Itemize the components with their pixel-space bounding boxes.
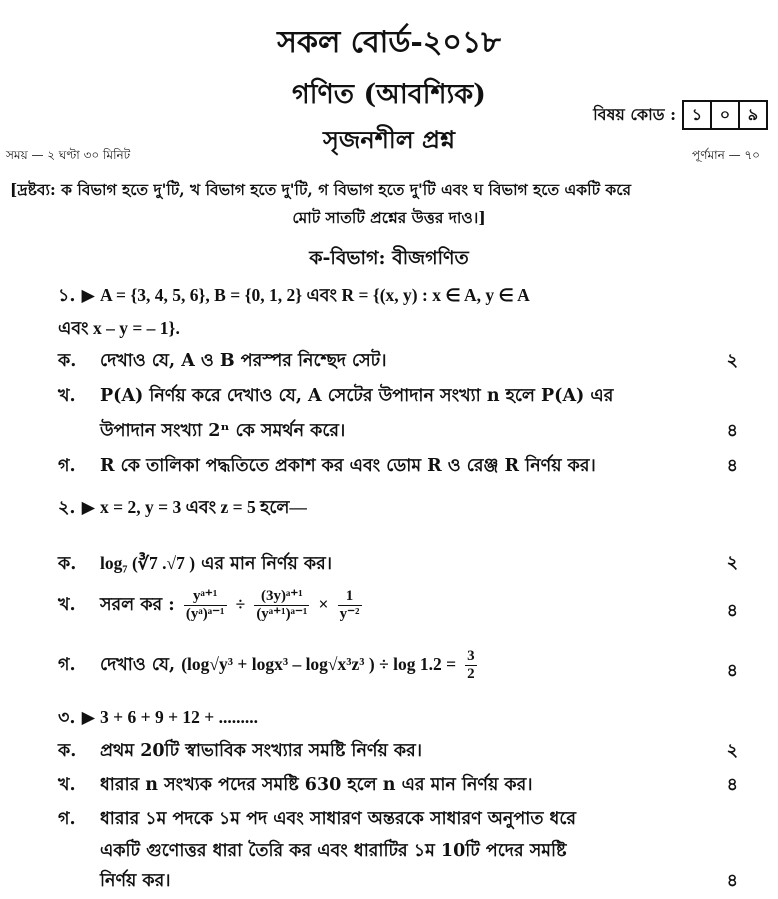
question-3-stem bbox=[58, 702, 738, 733]
fraction-numerator: 1 bbox=[338, 588, 362, 606]
instruction-line-2: মোট সাতটি প্রশ্নের উত্তর দাও।] bbox=[292, 208, 486, 227]
fraction-numerator: yᵃ⁺¹ bbox=[184, 588, 227, 606]
code-digit: ৯ bbox=[747, 104, 759, 124]
fraction bbox=[184, 588, 227, 623]
part-label: গ. bbox=[58, 809, 76, 829]
part-text: ধারার n সংখ্যক পদের সমষ্টি 630 হলে n এর মান নির্ণয় কর। bbox=[100, 775, 533, 795]
question-3-part-b bbox=[58, 770, 738, 800]
fraction bbox=[465, 648, 477, 683]
paper-type: সৃজনশীল প্রশ্ন bbox=[323, 125, 455, 154]
operator: × bbox=[318, 594, 329, 614]
fraction bbox=[254, 588, 309, 623]
part-mark: ২ bbox=[726, 741, 738, 761]
part-text: R কে তালিকা পদ্ধতিতে প্রকাশ কর এবং ডোম R ও রেঞ্জ R নির্ণয় কর। bbox=[100, 456, 596, 476]
subject-code-label: বিষয় কোড : bbox=[593, 104, 676, 124]
part-mark: ২ bbox=[726, 351, 738, 371]
part-mark: ৪ bbox=[726, 775, 738, 795]
fraction-denominator: (yᵃ)ᵃ⁻¹ bbox=[185, 606, 225, 622]
part-label: খ. bbox=[58, 386, 76, 406]
part-label: ক. bbox=[58, 741, 77, 761]
question-2-part-b bbox=[58, 588, 738, 623]
part-text-cont: একটি গুণোত্তর ধারা তৈরি কর এবং ধারাটির ১ম 10টি পদের সমষ্টি bbox=[100, 841, 567, 861]
question-2-part-a bbox=[58, 548, 738, 579]
time-allowed: সময় — ২ ঘণ্টা ৩০ মিনিট bbox=[6, 148, 131, 162]
part-mark: ২ bbox=[726, 553, 738, 573]
question-3-part-c bbox=[58, 804, 738, 834]
question-text: এবং x – y = – 1}. bbox=[58, 318, 180, 338]
part-text: সরল কর : bbox=[100, 595, 175, 615]
part-text: ধারার ১ম পদকে ১ম পদ এবং সাধারণ অন্তরকে সাধারণ অনুপাত ধরে bbox=[100, 809, 577, 829]
fraction bbox=[338, 588, 362, 623]
question-1-part-a bbox=[58, 346, 738, 376]
part-mark: ৪ bbox=[726, 661, 738, 681]
part-label: ক. bbox=[58, 554, 77, 574]
part-label: খ. bbox=[58, 775, 76, 795]
fraction-numerator: 3 bbox=[467, 648, 475, 664]
question-1-part-b bbox=[58, 381, 738, 411]
question-1-stem-cont bbox=[58, 313, 738, 344]
question-2-stem bbox=[58, 492, 738, 523]
subject-title: গণিত (আবশ্যিক) bbox=[292, 79, 486, 110]
code-digit: ১ bbox=[684, 102, 712, 128]
part-label: খ. bbox=[58, 595, 76, 615]
part-mark: ৪ bbox=[726, 421, 738, 441]
part-text: P(A) নির্ণয় করে দেখাও যে, A সেটের উপাদান সংখ্যা n হলে P(A) এর bbox=[100, 386, 614, 406]
part-text: এর মান নির্ণয় কর। bbox=[201, 554, 333, 574]
section-title: ক-বিভাগ: বীজগণিত bbox=[309, 247, 469, 269]
question-2-part-c bbox=[58, 648, 738, 683]
question-number: ১. ▶ bbox=[58, 286, 95, 306]
full-marks: পূর্ণমান — ৭০ bbox=[692, 148, 760, 162]
part-mark: ৪ bbox=[726, 456, 738, 476]
instruction-line-1: [দ্রষ্টব্য: ক বিভাগ হতে দু'টি, খ বিভাগ হতে দু'টি, গ বিভাগ হতে দু'টি এবং ঘ বিভাগ হতে একটি করে bbox=[10, 180, 632, 199]
question-1-stem bbox=[58, 280, 738, 311]
fraction-denominator: (yᵃ⁺¹)ᵃ⁻¹ bbox=[256, 606, 308, 622]
code-digit: ০ bbox=[712, 102, 740, 128]
question-text: 3 + 6 + 9 + 12 + ......... bbox=[100, 707, 259, 727]
part-label: গ. bbox=[58, 655, 76, 675]
board-title: সকল বোর্ড-২০১৮ bbox=[277, 25, 501, 60]
question-1-part-c bbox=[58, 451, 738, 481]
part-mark: ৪ bbox=[726, 871, 738, 891]
question-text: x = 2, y = 3 এবং z = 5 হলে— bbox=[100, 497, 307, 517]
fraction-numerator: (3y)ᵃ⁺¹ bbox=[254, 588, 309, 606]
fraction-denominator: 2 bbox=[467, 666, 475, 682]
math-expression: log₇ (∛7 .√7 ) bbox=[100, 553, 196, 573]
part-label: গ. bbox=[58, 456, 76, 476]
operator: ÷ bbox=[235, 594, 246, 614]
part-text-cont: নির্ণয় কর। bbox=[100, 871, 171, 891]
part-text: দেখাও যে, bbox=[100, 655, 176, 675]
math-expression: (log√y³ + logx³ – log√x³z³ ) ÷ log 1.2 = bbox=[181, 654, 457, 674]
question-number: ৩. ▶ bbox=[58, 708, 96, 728]
part-text: প্রথম 20টি স্বাভাবিক সংখ্যার সমষ্টি নির্ণয় কর। bbox=[100, 741, 422, 761]
question-3-part-a bbox=[58, 736, 738, 766]
part-text-cont: উপাদান সংখ্যা 2ⁿ কে সমর্থন করে। bbox=[100, 421, 346, 441]
part-label: ক. bbox=[58, 351, 77, 371]
fraction-denominator: y⁻² bbox=[339, 606, 360, 622]
part-text: দেখাও যে, A ও B পরস্পর নিশ্ছেদ সেট। bbox=[100, 351, 387, 371]
question-text: A = {3, 4, 5, 6}, B = {0, 1, 2} এবং R = {(x, y) : x ∈ A, y ∈ A bbox=[100, 285, 530, 305]
question-number: ২. ▶ bbox=[58, 498, 96, 518]
part-mark: ৪ bbox=[726, 601, 738, 621]
